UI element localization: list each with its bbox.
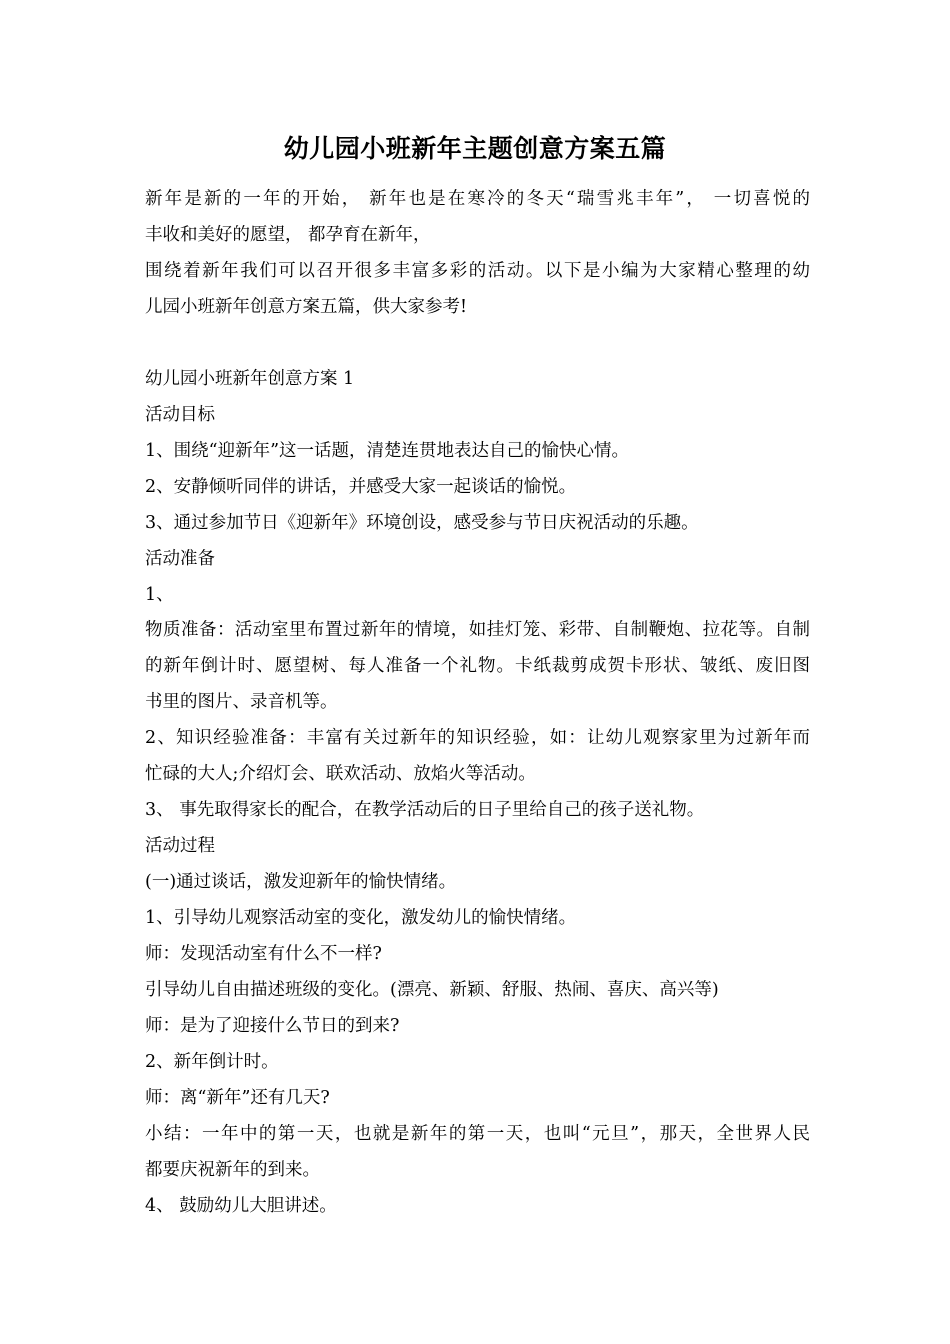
goal-item-3: 3、通过参加节日《迎新年》环境创设，感受参与节日庆祝活动的乐趣。 [145,513,699,533]
summary-line-1: 小结：一年中的第一天，也就是新年的第一天，也叫“元旦”，那天，全世界人民 [145,1124,810,1144]
summary-line-2: 都要庆祝新年的到来。 [145,1160,320,1180]
subheading-preparation: 活动准备 [145,549,215,569]
teacher-question-3: 师：离“新年”还有几天? [145,1088,330,1108]
intro-line-2: 丰收和美好的愿望， 都孕育在新年， [145,225,431,245]
goal-item-1: 1、围绕“迎新年”这一话题，清楚连贯地表达自己的愉快心情。 [145,441,630,461]
prep-item-1-line-1: 物质准备：活动室里布置过新年的情境，如挂灯笼、彩带、自制鞭炮、拉花等。自制 [145,620,810,640]
intro-line-4: 儿园小班新年创意方案五篇，供大家参考! [145,297,468,317]
prep-item-1-line-2: 的新年倒计时、愿望树、每人准备一个礼物。卡纸裁剪成贺卡形状、皱纸、废旧图 [145,656,810,676]
teacher-question-2: 师：是为了迎接什么节日的到来? [145,1016,400,1036]
intro-line-3: 围绕着新年我们可以召开很多丰富多彩的活动。以下是小编为大家精心整理的幼 [145,261,810,281]
section-heading: 幼儿园小班新年创意方案 1 [145,369,355,389]
process-item-1: 1、引导幼儿观察活动室的变化，激发幼儿的愉快情绪。 [145,908,577,928]
document-title: 幼儿园小班新年主题创意方案五篇 [283,134,667,163]
guidance-line: 引导幼儿自由描述班级的变化。(漂亮、新颖、舒服、热闹、喜庆、高兴等) [145,980,719,1000]
prep-item-1-line-3: 书里的图片、录音机等。 [145,692,338,712]
teacher-question-1: 师：发现活动室有什么不一样? [145,944,382,964]
goal-item-2: 2、安静倾听同伴的讲话，并感受大家一起谈话的愉悦。 [145,477,577,497]
process-item-4: 4、 鼓励幼儿大胆讲述。 [145,1196,337,1216]
process-item-2: 2、新年倒计时。 [145,1052,279,1072]
process-step-1: (一)通过谈话，激发迎新年的愉快情绪。 [145,872,457,892]
intro-line-1: 新年是新的一年的开始， 新年也是在寒冷的冬天“瑞雪兆丰年”， 一切喜悦的 [145,189,810,209]
prep-item-3: 3、 事先取得家长的配合，在教学活动后的日子里给自己的孩子送礼物。 [145,800,705,820]
subheading-goals: 活动目标 [145,405,215,425]
prep-item-2-line-1: 2、知识经验准备：丰富有关过新年的知识经验，如：让幼儿观察家里为过新年而 [145,728,810,748]
prep-item-1-number: 1、 [145,585,174,605]
prep-item-2-line-2: 忙碌的大人;介绍灯会、联欢活动、放焰火等活动。 [145,764,536,784]
subheading-process: 活动过程 [145,836,215,856]
